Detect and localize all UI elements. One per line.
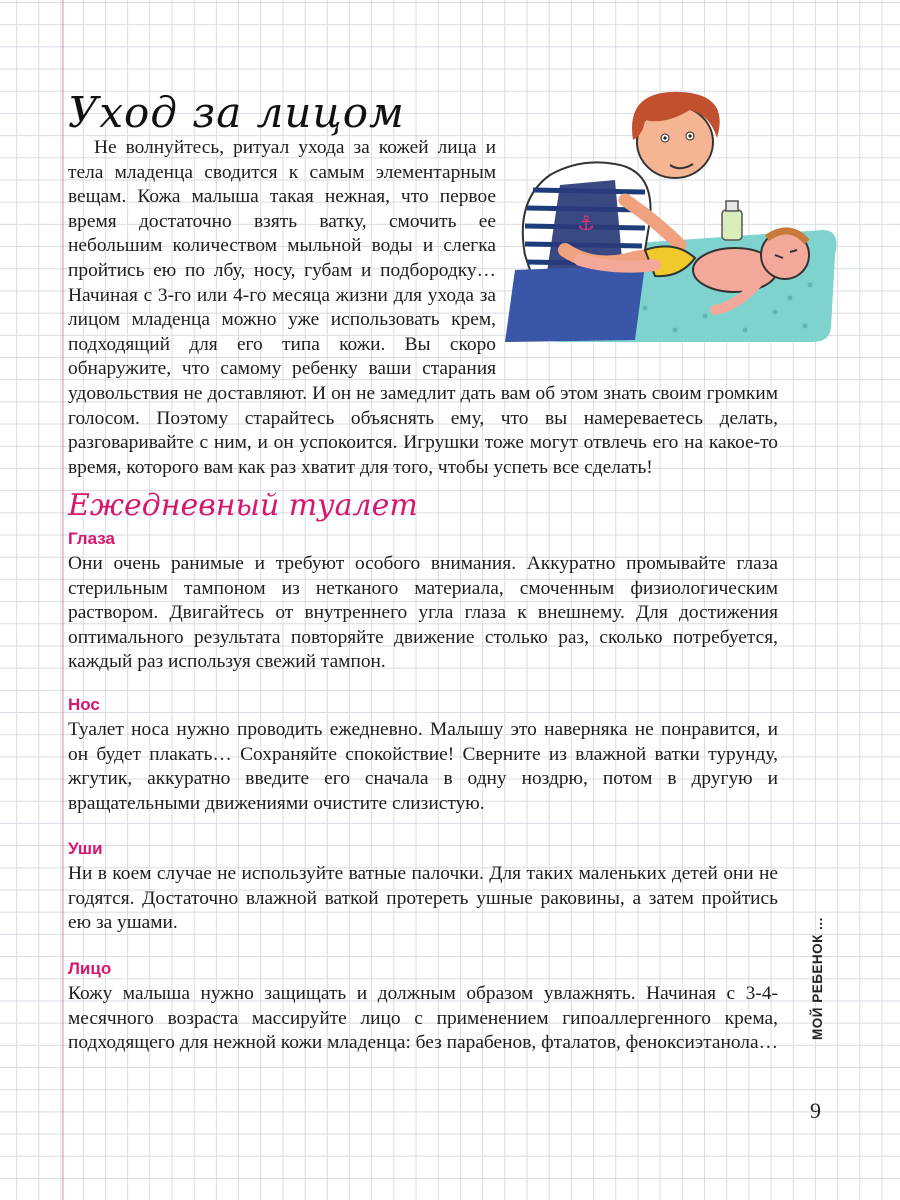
section-title: Уши xyxy=(68,839,103,858)
section-text: Они очень ранимые и требуют особого внимания. Аккуратно промывайте глаза стерильным тампоном из нетканого материала, смоченным физиологическим раствором. Двигайтесь от внутреннего угла глаза к внешнему. Для достижения оптимального результата повторяйте движение столько раз, сколько потребуется, каждый раз используя свежий тампон. xyxy=(68,553,778,673)
section-eyes xyxy=(68,528,778,675)
section-text: Кожу малыша нужно защищать и должным образом увлажнять. Начиная с 3-4-месячного возраста массируйте лицо с применением гипоаллергенного крема, подходящего для нежной кожи младенца: без парабенов, фталатов, феноксиэтанола… xyxy=(68,983,778,1054)
section-text: Туалет носа нужно проводить ежедневно. Малышу это наверняка не понравится, и он будет плакать… Сохраняйте спокойствие! Сверните из влажной ватки турунду, жгутик, аккуратно введите его сначала в одну ноздрю, потом в другую и вращательными движениями очистите слизистую. xyxy=(68,719,778,814)
daily-care-heading: Ежедневный туалет xyxy=(68,488,418,523)
section-ears xyxy=(68,838,778,936)
anchor-icon: ⚓ xyxy=(577,211,595,235)
page-number: 9 xyxy=(810,1098,821,1123)
intro-text-content: Не волнуйтесь, ритуал ухода за кожей лица и тела младенца сводится к самым элементарным вещам. Кожа малыша такая нежная, что первое время достаточно взять ватку, смочить ее небольшим количеством мыльной воды и слегка пройтись ею по лбу, носу, губам и подбородку… Начиная с 3-го или 4-го месяца жизни для ухода за лицом младенца можно уже использовать крем, подходящий для его типа кожи. Вы скоро обнаружите, что самому ребенку ваши старания удовольствия не доставляют. И он не замедлит дать вам об этом знать своим громким голосом. Поэтому старайтесь объяснять ему, что вы намереваетесь делать, разговаривайте с ним, и он успокоится. Игрушки тоже могут отвлечь его на какое-то время, которого вам как раз хватит для того, чтобы успеть все сделать! xyxy=(68,137,778,478)
chapter-side-label: МОЙ РЕБЕНОК ... xyxy=(810,917,825,1040)
section-title: Глаза xyxy=(68,529,115,548)
page-title: Уход за лицом xyxy=(68,88,405,137)
section-face xyxy=(68,958,778,1056)
illustration-space xyxy=(496,136,778,368)
section-nose xyxy=(68,694,778,816)
margin-line xyxy=(62,0,64,1200)
intro-paragraph xyxy=(68,136,778,480)
section-title: Лицо xyxy=(68,959,112,978)
section-title: Нос xyxy=(68,695,100,714)
section-text: Ни в коем случае не используйте ватные палочки. Для таких маленьких детей они не годятся. Достаточно влажной ваткой протереть ушные раковины, а затем пройтись ею за ушами. xyxy=(68,863,778,934)
